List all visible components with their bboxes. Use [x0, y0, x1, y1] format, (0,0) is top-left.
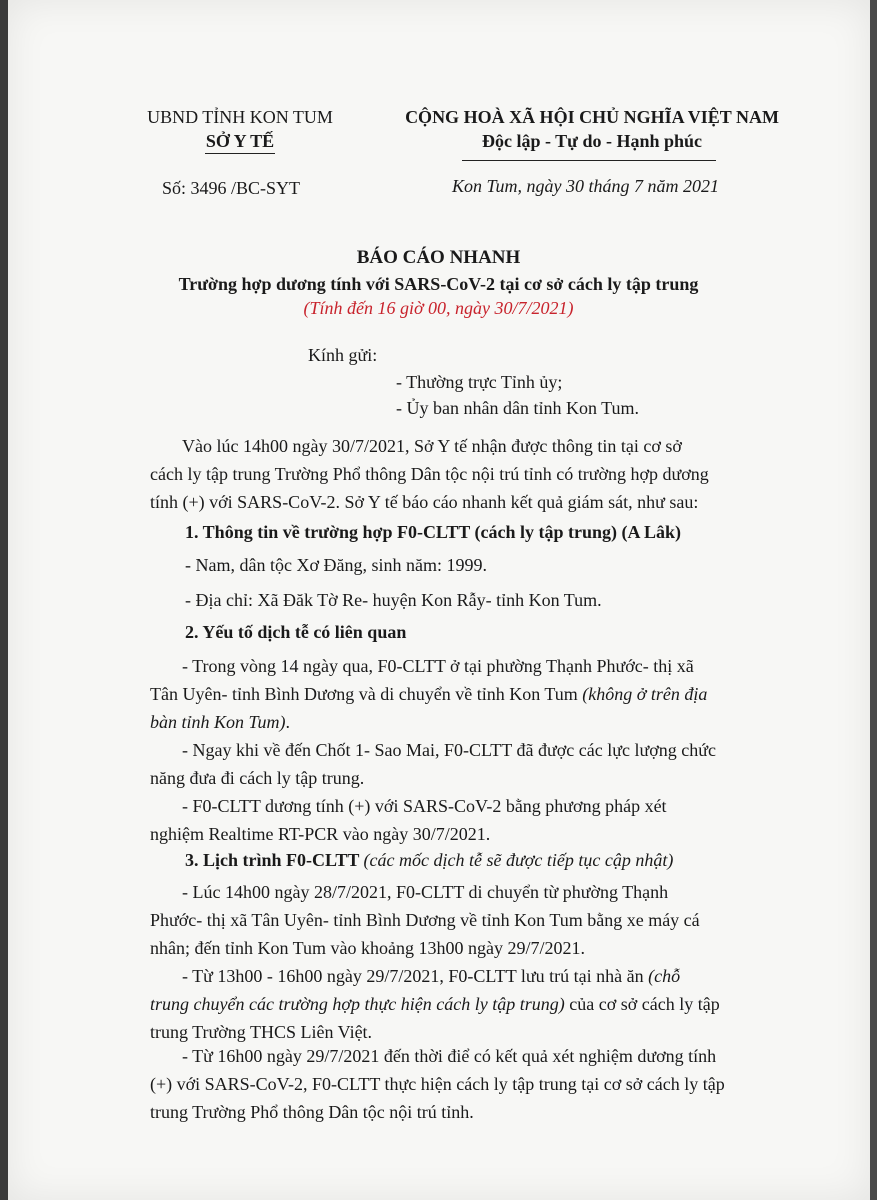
para-line: trung Trường Phổ thông Dân tộc nội trú tỉnh. — [150, 1102, 474, 1122]
scan-edge-right — [870, 0, 877, 1200]
agency-name: SỞ Y TẾ — [205, 131, 275, 151]
para-text: của cơ sở cách ly tập — [569, 994, 720, 1014]
document-date: Kon Tum, ngày 30 tháng 7 năm 2021 — [452, 176, 720, 196]
section-3-heading-text: 3. Lịch trình F0-CLTT — [185, 850, 360, 870]
recipients-label: Kính gửi: — [308, 345, 378, 365]
para-line: - Từ 16h00 ngày 29/7/2021 đến thời điể có kết quả xét nghiệm dương tính — [182, 1046, 717, 1066]
para-line: nghiệm Realtime RT-PCR vào ngày 30/7/2021. — [150, 824, 491, 844]
section-3-paragraph-3 — [150, 1042, 772, 1126]
nation-header — [372, 105, 812, 153]
para-line: trung Trường THCS Liên Việt. — [150, 1022, 373, 1042]
agency-header — [110, 105, 370, 153]
intro-paragraph — [150, 432, 772, 516]
para-line: - Trong vòng 14 ngày qua, F0-CLTT ở tại phường Thạnh Phước- thị xã — [182, 656, 694, 676]
para-line: năng đưa đi cách ly tập trung. — [150, 768, 365, 788]
para-note: (không ở trên địa — [582, 684, 708, 704]
para-line: - Ngay khi về đến Chốt 1- Sao Mai, F0-CLTT đã được các lực lượng chức — [182, 740, 716, 760]
agency-parent: UBND TỈNH KON TUM — [147, 107, 333, 127]
para-note: bàn tỉnh Kon Tum) — [150, 712, 286, 732]
para-line: - F0-CLTT dương tính (+) với SARS-CoV-2 bằng phương pháp xét — [182, 796, 667, 816]
section-1-line: - Địa chỉ: Xã Đăk Tờ Re- huyện Kon Rẫy- tỉnh Kon Tum. — [185, 590, 602, 610]
para-line — [150, 708, 772, 736]
report-scope: (Tính đến 16 giờ 00, ngày 30/7/2021) — [303, 298, 574, 318]
para-line: (+) với SARS-CoV-2, F0-CLTT thực hiện cách ly tập trung tại cơ sở cách ly tập — [150, 1074, 725, 1094]
intro-line: Vào lúc 14h00 ngày 30/7/2021, Sở Y tế nhận được thông tin tại cơ sở — [182, 436, 682, 456]
para-text: Tân Uyên- tỉnh Bình Dương và di chuyển về tỉnh Kon Tum — [150, 684, 578, 704]
para-line — [182, 962, 772, 990]
section-3-paragraph-1 — [150, 878, 772, 962]
nation-name: CỘNG HOÀ XÃ HỘI CHỦ NGHĨA VIỆT NAM — [405, 107, 779, 127]
section-1-line: - Nam, dân tộc Xơ Đăng, sinh năm: 1999. — [185, 555, 487, 575]
motto-underline — [462, 160, 716, 161]
section-3-heading-note: (các mốc dịch tễ sẽ được tiếp tục cập nhật) — [363, 850, 674, 870]
para-line: - Lúc 14h00 ngày 28/7/2021, F0-CLTT di chuyển từ phường Thạnh — [182, 882, 669, 902]
document-number: Số: 3496 /BC-SYT — [162, 178, 301, 198]
recipient-item: - Ủy ban nhân dân tỉnh Kon Tum. — [396, 398, 639, 418]
section-2-paragraph-1 — [150, 652, 772, 736]
intro-line: tính (+) với SARS-CoV-2. Sở Y tế báo cáo nhanh kết quả giám sát, như sau: — [150, 492, 699, 512]
section-3-paragraph-2 — [150, 962, 772, 1046]
motto: Độc lập - Tự do - Hạnh phúc — [481, 131, 703, 151]
para-line: nhân; đến tỉnh Kon Tum vào khoảng 13h00 ngày 29/7/2021. — [150, 938, 585, 958]
section-2-heading: 2. Yếu tố dịch tễ có liên quan — [185, 622, 407, 642]
para-line — [150, 680, 772, 708]
para-note: trung chuyển các trường hợp thực hiện cách ly tập trung) — [150, 994, 565, 1014]
para-text: . — [285, 712, 291, 732]
section-2-paragraph-2 — [150, 736, 772, 792]
para-line — [150, 990, 772, 1018]
section-3-heading — [185, 850, 673, 871]
scan-edge-left — [0, 0, 8, 1200]
agency-underline — [205, 153, 275, 154]
section-1-heading: 1. Thông tin về trường hợp F0-CLTT (cách ly tập trung) (A Lâk) — [185, 522, 681, 542]
intro-line: cách ly tập trung Trường Phổ thông Dân tộc nội trú tỉnh có trường hợp dương — [150, 464, 709, 484]
section-2-paragraph-3 — [150, 792, 772, 848]
report-subtitle: Trường hợp dương tính với SARS-CoV-2 tại cơ sở cách ly tập trung — [178, 274, 699, 294]
para-line: Phước- thị xã Tân Uyên- tỉnh Bình Dương về tỉnh Kon Tum bằng xe máy cá — [150, 910, 700, 930]
para-text: - Từ 13h00 - 16h00 ngày 29/7/2021, F0-CLTT lưu trú tại nhà ăn — [182, 966, 644, 986]
para-note: (chỗ — [648, 966, 681, 986]
recipient-item: - Thường trực Tỉnh ủy; — [396, 372, 563, 392]
report-title: BÁO CÁO NHANH — [356, 247, 521, 268]
